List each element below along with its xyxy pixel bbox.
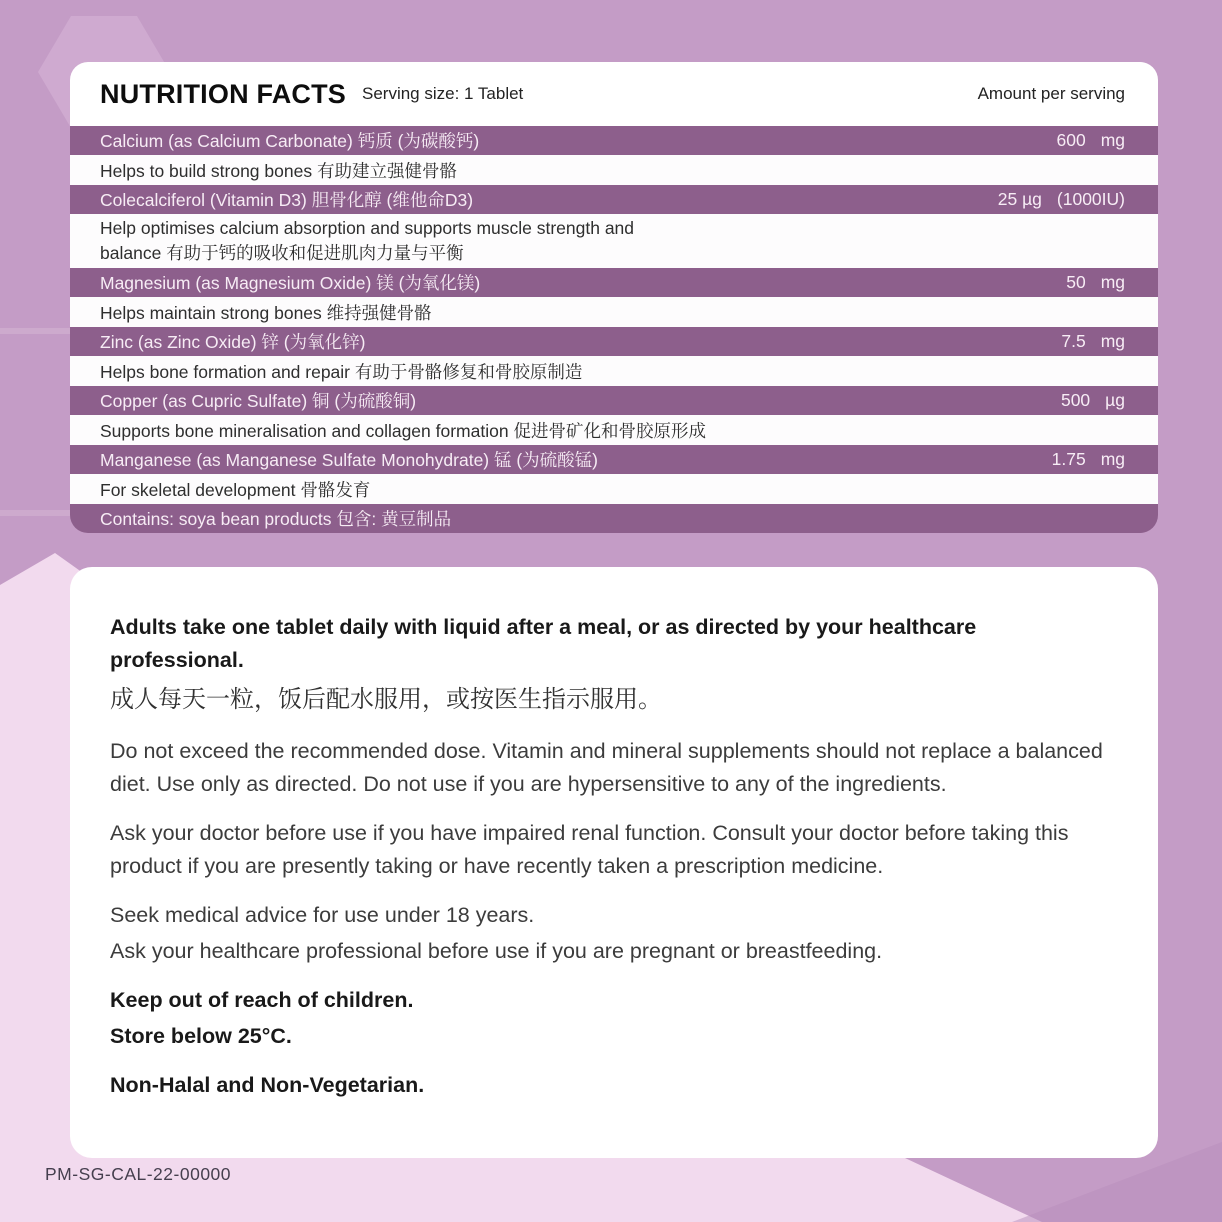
nutrient-row xyxy=(70,445,1158,474)
directions-paragraph: Seek medical advice for use under 18 years. xyxy=(110,903,535,927)
description-row xyxy=(70,356,1158,386)
nutrient-unit: mg xyxy=(1100,331,1125,351)
directions-paragraph: Ask your healthcare professional before use if you are pregnant or breastfeeding. xyxy=(110,939,883,963)
nutrient-amount xyxy=(1050,390,1125,411)
nutrient-row xyxy=(70,185,1158,214)
description-text: Helps to build strong bones 有助建立强健骨骼 xyxy=(100,160,457,181)
description-row xyxy=(70,297,1158,327)
nutrient-unit: µg xyxy=(1105,390,1125,410)
description-text: Help optimises calcium absorption and supports muscle strength and balance 有助于钙的吸收和促进肌肉力量与平衡 xyxy=(100,218,635,263)
nutrient-name: Colecalciferol (Vitamin D3) 胆骨化醇 (维他命D3) xyxy=(100,190,474,210)
nutrient-amount xyxy=(1046,331,1125,352)
nutrient-value: 25 µg xyxy=(997,189,1042,209)
nutrient-name: Manganese (as Manganese Sulfate Monohydrate) 锰 (为硫酸锰) xyxy=(100,450,599,470)
nutrition-rows xyxy=(70,126,1158,533)
directions-paragraph: Adults take one tablet daily with liquid after a meal, or as directed by your healthcare professional. xyxy=(110,615,977,672)
nutrient-unit: mg xyxy=(1100,449,1125,469)
nutrient-amount xyxy=(1046,130,1125,151)
nutrient-unit: mg xyxy=(1100,272,1125,292)
description-row xyxy=(70,415,1158,445)
amount-per-serving-label: Amount per serving xyxy=(977,84,1125,103)
nutrient-row xyxy=(70,126,1158,155)
nutrient-value: 50 xyxy=(1066,272,1086,292)
description-row xyxy=(70,155,1158,185)
nutrient-name: Magnesium (as Magnesium Oxide) 镁 (为氧化镁) xyxy=(100,273,481,293)
serving-size-label: Serving size: 1 Tablet xyxy=(362,84,524,103)
nutrient-amount xyxy=(1046,272,1125,293)
directions-paragraph: Non-Halal and Non-Vegetarian. xyxy=(110,1073,425,1097)
nutrient-name: Zinc (as Zinc Oxide) 锌 (为氧化锌) xyxy=(100,332,366,352)
nutrient-unit: (1000IU) xyxy=(1056,189,1125,209)
description-text: For skeletal development 骨骼发育 xyxy=(100,479,371,500)
directions-paragraph: Ask your doctor before use if you have impaired renal function. Consult your doctor before taking this product if you are presently taking or have recently taken a prescription medicine. xyxy=(110,821,1069,878)
nutrient-amount xyxy=(998,189,1125,210)
nutrient-value: 600 xyxy=(1056,130,1086,150)
directions-panel xyxy=(70,567,1158,1158)
nutrition-facts-title: NUTRITION FACTS xyxy=(100,78,346,109)
description-text: Helps maintain strong bones 维持强健骨骼 xyxy=(100,302,432,323)
nutrient-amount xyxy=(1046,449,1125,470)
nutrient-name: Copper (as Cupric Sulfate) 铜 (为硫酸铜) xyxy=(100,391,417,411)
nutrient-unit: mg xyxy=(1100,130,1125,150)
description-text: Supports bone mineralisation and collagen formation 促进骨矿化和骨胶原形成 xyxy=(100,420,706,441)
directions-paragraph: Keep out of reach of children. xyxy=(110,988,414,1012)
nutrient-row xyxy=(70,386,1158,415)
description-row xyxy=(70,474,1158,504)
nutrient-value: 1.75 xyxy=(1051,449,1086,469)
nutrient-value: 500 xyxy=(1060,390,1091,410)
directions-paragraph: Store below 25°C. xyxy=(110,1024,292,1048)
footer-product-code: PM-SG-CAL-22-00000 xyxy=(45,1164,232,1184)
description-row xyxy=(70,214,1158,268)
directions-paragraph: Do not exceed the recommended dose. Vitamin and mineral supplements should not replace a balanced diet. Use only as directed. Do not use if you are hypersensitive to any of the ingredients. xyxy=(110,739,1103,796)
nutrient-name: Calcium (as Calcium Carbonate) 钙质 (为碳酸钙) xyxy=(100,131,480,151)
directions-paragraph: 成人每天一粒，饭后配水服用，或按医生指示服用。 xyxy=(110,686,662,713)
nutrient-value: 7.5 xyxy=(1061,331,1086,351)
nutrient-row xyxy=(70,504,1158,533)
nutrient-row xyxy=(70,268,1158,297)
nutrition-facts-panel xyxy=(70,62,1158,533)
description-text: Helps bone formation and repair 有助于骨骼修复和骨胶原制造 xyxy=(100,361,583,382)
nutrient-row xyxy=(70,327,1158,356)
nutrient-name: Contains: soya bean products 包含: 黄豆制品 xyxy=(100,509,452,529)
nutrition-facts-header xyxy=(70,62,1158,126)
